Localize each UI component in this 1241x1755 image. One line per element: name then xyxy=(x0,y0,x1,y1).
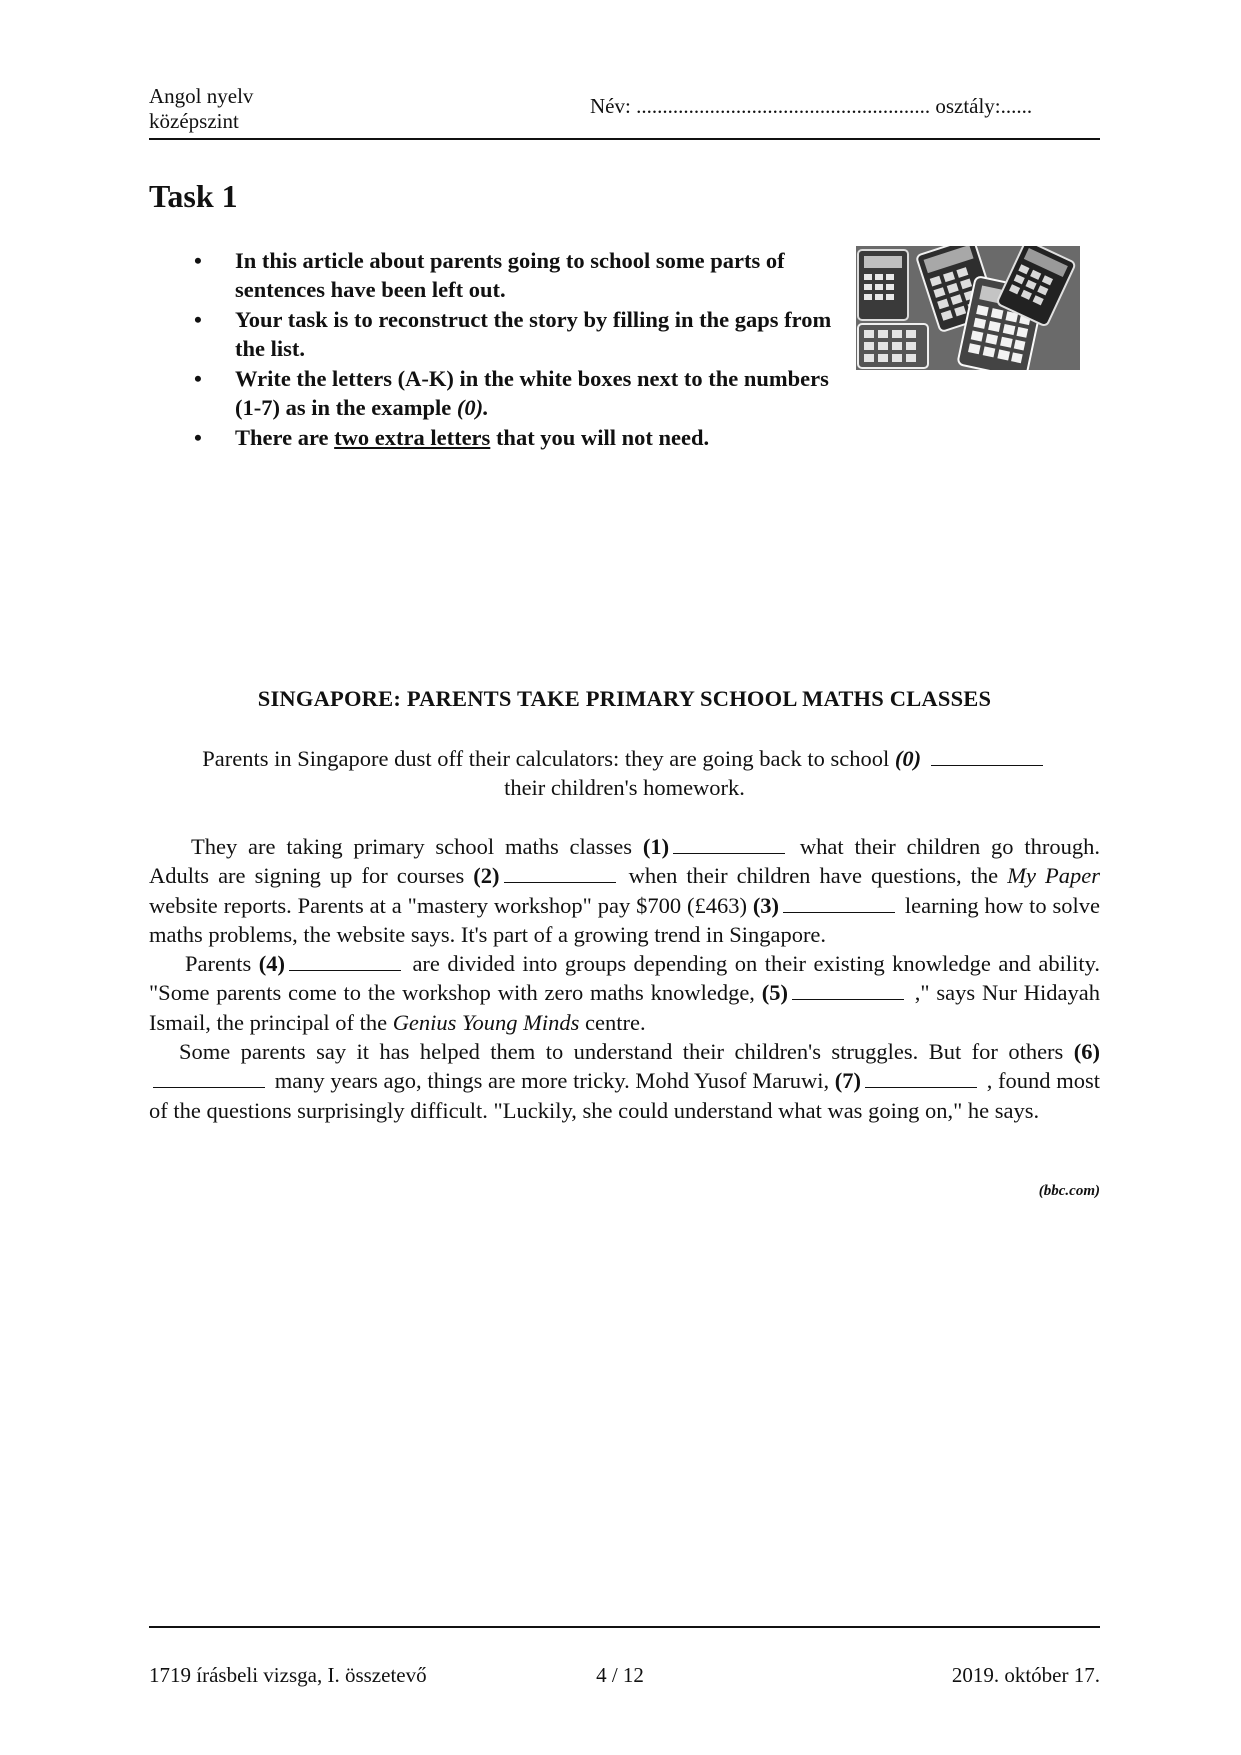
my-paper-title: My Paper xyxy=(1007,863,1100,889)
footer-divider xyxy=(149,1626,1100,1628)
gap-number-5: (5) xyxy=(761,980,788,1006)
header-subject: Angol nyelv xyxy=(149,84,254,108)
bullet-icon: • xyxy=(194,425,202,450)
gap-number-3: (3) xyxy=(752,892,780,918)
gap-number-2: (2) xyxy=(473,863,500,889)
article-source: (bbc.com) xyxy=(1038,1183,1100,1199)
instruction-item: • Write the letters (A-K) in the white boxes next to the numbers (1-7) as in the example (0). xyxy=(194,366,829,420)
instruction-list xyxy=(192,246,832,453)
gap-2-blank xyxy=(504,862,616,883)
article-paragraph-1: They are taking primary school maths classes (1) what their children go through. Adults are signing up for courses (2) when their children have questions, the My Paper website reports. Parents at a "mastery workshop" pay $700 (£463) (3) learning how to solve maths problems, the website says. It's part of a growing trend in Singapore. xyxy=(149,834,1101,947)
bullet-icon: • xyxy=(194,248,202,273)
exam-date: 2019. október 17. xyxy=(951,1663,1100,1687)
calculators-photo xyxy=(856,246,1080,370)
bullet-icon: • xyxy=(194,307,202,332)
gap-6-blank xyxy=(153,1067,265,1088)
gap-3-blank xyxy=(783,892,895,913)
instruction-item: • In this article about parents going to school some parts of sentences have been left out. xyxy=(194,248,785,302)
gap-number-6: (6) xyxy=(1073,1039,1100,1065)
gap-0-blank xyxy=(931,745,1043,766)
gap-5-blank xyxy=(792,979,904,1000)
gap-number-0: (0) xyxy=(894,746,922,771)
name-class-field: Név: ........................................................ osztály:...... xyxy=(590,94,1033,118)
gap-number-4: (4) xyxy=(258,951,285,977)
footer-exam-label: 1719 írásbeli vizsga, I. összetevő xyxy=(149,1663,427,1687)
page-number: 4 / 12 xyxy=(596,1663,644,1687)
extra-letters-emphasis: two extra letters xyxy=(334,425,491,450)
header-divider xyxy=(149,138,1100,140)
gap-number-1: (1) xyxy=(642,834,670,859)
instruction-item: • There are two extra letters that you will not need. xyxy=(194,425,710,450)
header-level: középszint xyxy=(149,109,239,133)
header-subject-block xyxy=(149,84,253,134)
gap-4-blank xyxy=(289,950,401,971)
article-title: SINGAPORE: PARENTS TAKE PRIMARY SCHOOL MATHS CLASSES xyxy=(257,686,992,711)
article-paragraph-2: Parents (4) are divided into groups depending on their existing knowledge and ability. "Some parents come to the workshop with zero maths knowledge, (5) ," says Nur Hidayah Ismail, the principal of the Genius Young Minds centre. xyxy=(149,951,1100,1035)
calculator-icon xyxy=(858,324,928,368)
genius-young-minds-title: Genius Young Minds xyxy=(392,1009,580,1035)
task-title: Task 1 xyxy=(149,178,238,214)
instruction-item: • Your task is to reconstruct the story by filling in the gaps from the list. xyxy=(194,307,832,361)
article-paragraph-3: Some parents say it has helped them to understand their children's struggles. But for others (6) many years ago, things are more tricky. Mohd Yusof Maruwi, (7) , found most of the questions surprisingly difficult. "Luckily, she could understand what was going on," he says. xyxy=(149,1039,1100,1123)
gap-number-7: (7) xyxy=(834,1068,862,1094)
article-body xyxy=(149,832,1100,1125)
bullet-icon: • xyxy=(194,366,202,391)
example-marker: (0). xyxy=(456,395,489,420)
calculator-icon xyxy=(858,250,908,320)
gap-1-blank xyxy=(673,833,785,854)
gap-7-blank xyxy=(865,1067,977,1088)
article-lead: Parents in Singapore dust off their calculators: they are going back to school (0) their children's homework. xyxy=(149,744,1100,802)
